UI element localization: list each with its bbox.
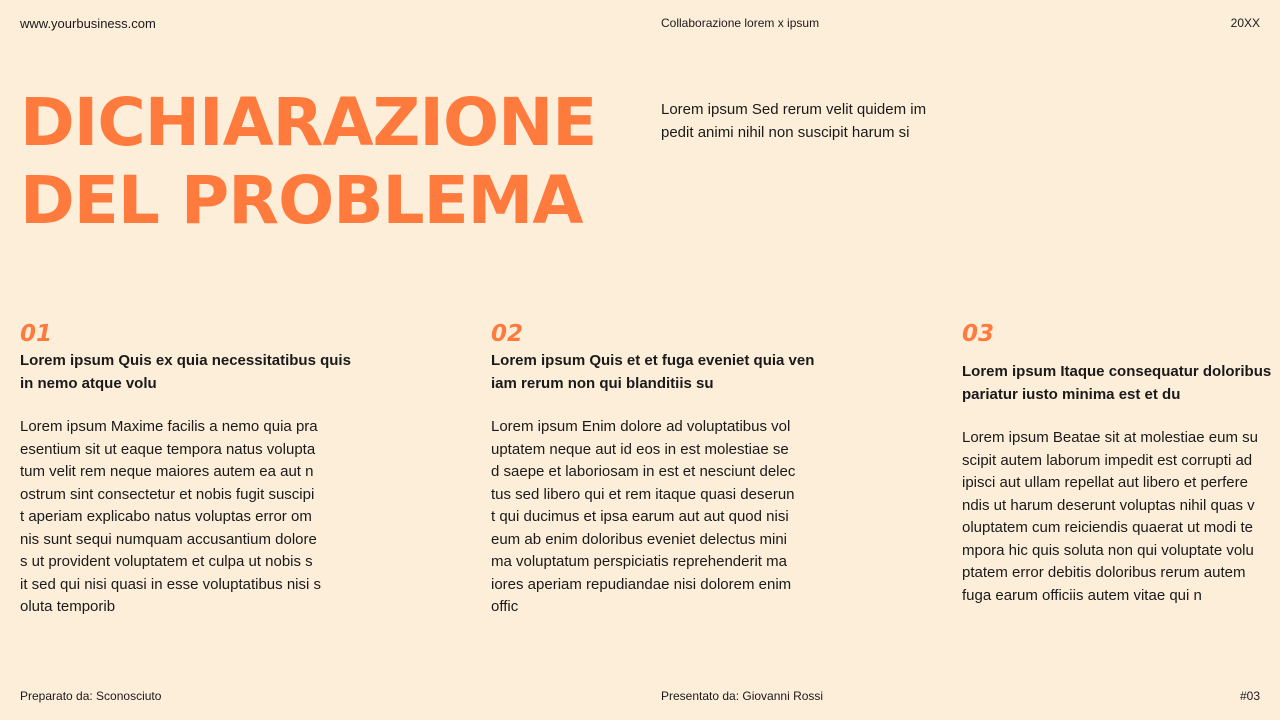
- body-line: tus sed libero qui et rem itaque quasi deserun: [491, 485, 795, 503]
- intro-line: pedit animi nihil non suscipit harum si: [661, 124, 910, 141]
- column-heading: [962, 360, 1280, 406]
- body-line: fuga earum officiis autem vitae qui n: [962, 586, 1202, 604]
- page-number: #03: [1239, 689, 1260, 703]
- body-line: Lorem ipsum Maxime facilis a nemo quia pra: [20, 418, 318, 435]
- body-line: ostrum sint consectetur et nobis fugit suscipi: [20, 485, 315, 503]
- heading-line: Lorem ipsum Quis ex quia necessitatibus quis: [20, 352, 351, 369]
- intro-line: Lorem ipsum Sed rerum velit quidem im: [661, 101, 927, 118]
- column-number: 03: [962, 321, 995, 347]
- footer-presented-by: Presentato da: Giovanni Rossi: [661, 689, 824, 703]
- body-line: tum velit rem neque maiores autem ea aut n: [20, 463, 314, 480]
- column-body: [20, 416, 340, 619]
- body-line: nis sunt sequi numquam accusantium dolore: [20, 530, 317, 548]
- title-line-1: DICHIARAZIONE: [20, 84, 597, 161]
- body-line: eum ab enim doloribus eveniet delectus mini: [491, 530, 787, 548]
- body-line: oluptatem cum reiciendis quaerat ut modi te: [962, 519, 1253, 536]
- column-number: 01: [20, 321, 53, 347]
- column-body: [491, 416, 811, 619]
- body-line: Lorem ipsum Beatae sit at molestiae eum su: [962, 429, 1258, 446]
- body-line: ptatem error debitis doloribus rerum autem: [962, 564, 1246, 581]
- column-01: [20, 321, 351, 619]
- body-line: uptatem neque aut id eos in est molestiae se: [491, 440, 789, 458]
- heading-line: Lorem ipsum Quis et et fuga eveniet quia ven: [491, 352, 815, 369]
- body-line: ndis ut harum deserunt voluptas nihil quas v: [962, 496, 1255, 514]
- heading-line: iam rerum non qui blanditiis su: [491, 375, 714, 392]
- heading-line: in nemo atque volu: [20, 375, 157, 392]
- page-title: [20, 84, 596, 240]
- body-line: esentium sit ut eaque tempora natus volupta: [20, 440, 316, 458]
- body-line: Lorem ipsum Enim dolore ad voluptatibus vol: [491, 418, 791, 435]
- heading-line: pariatur iusto minima est et du: [962, 386, 1181, 403]
- body-line: offic: [491, 598, 519, 615]
- header-year: 20XX: [1230, 16, 1260, 30]
- column-heading: [20, 349, 351, 395]
- intro-text: [661, 98, 926, 144]
- body-line: it sed qui nisi quasi in esse voluptatibus nisi s: [20, 575, 321, 593]
- body-line: ipisci aut ullam repellat aut libero et perfere: [962, 474, 1248, 491]
- body-line: mpora hic quis soluta non qui voluptate volu: [962, 541, 1254, 559]
- header-collaboration: Collaborazione lorem x ipsum: [661, 16, 820, 30]
- footer-prepared-by: Preparato da: Sconosciuto: [20, 689, 162, 703]
- body-line: ma voluptatum perspiciatis reprehenderit ma: [491, 553, 787, 570]
- body-line: scipit autem laborum impedit est corrupti ad: [962, 451, 1253, 469]
- column-number: 02: [491, 321, 524, 347]
- body-line: iores aperiam repudiandae nisi dolorem enim: [491, 575, 792, 593]
- column-heading: [491, 349, 815, 395]
- body-line: oluta temporib: [20, 598, 116, 615]
- body-line: s ut provident voluptatem et culpa ut nobis s: [20, 553, 313, 570]
- title-line-2: DEL PROBLEMA: [20, 162, 583, 239]
- column-body: [962, 427, 1280, 607]
- heading-line: Lorem ipsum Itaque consequatur doloribus: [962, 363, 1272, 380]
- column-03: [962, 321, 1280, 607]
- body-line: t qui ducimus et ipsa earum aut aut quod nisi: [491, 508, 789, 525]
- body-line: t aperiam explicabo natus voluptas error om: [20, 508, 312, 525]
- website-link[interactable]: www.yourbusiness.com: [20, 16, 156, 31]
- body-line: d saepe et laboriosam in est et nesciunt delec: [491, 463, 796, 480]
- column-02: [491, 321, 815, 619]
